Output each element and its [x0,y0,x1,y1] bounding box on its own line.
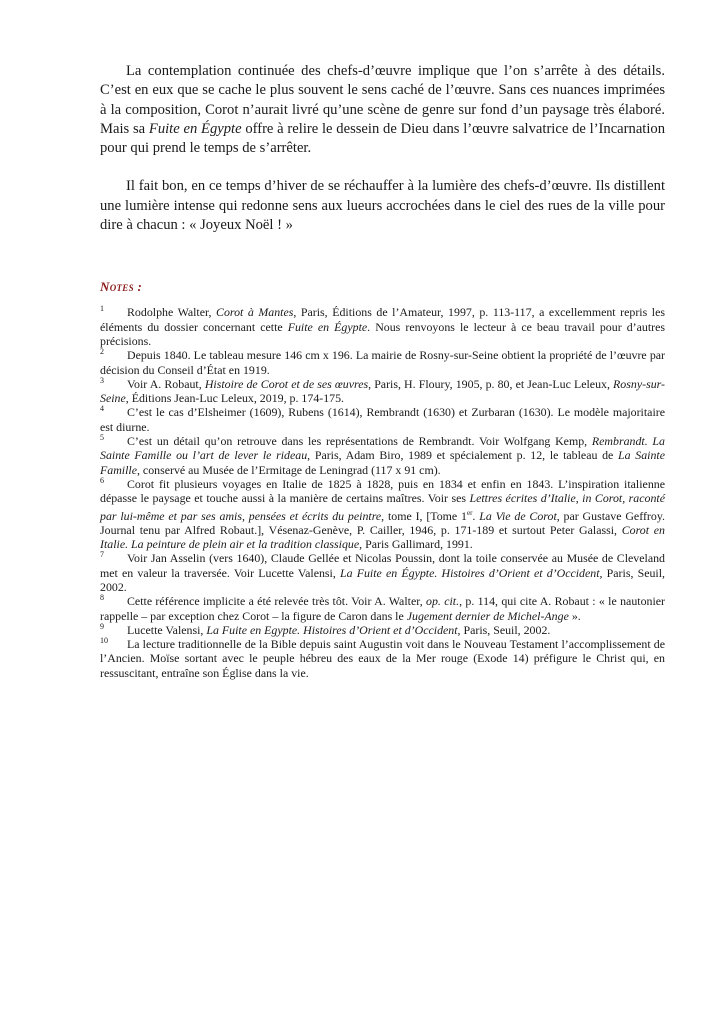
footnote [100,623,665,637]
footnote [100,594,665,623]
italic-text: Lettres écrites d’Italie [469,491,576,506]
text-run: offre à relire le dessein de Dieu dans l’œuvre salvatrice de l’Incarnation pour qui prend le temps de s’arrêter. [100,120,665,157]
footnote-number: 5 [100,433,104,443]
text-run: , conservé au Musée de l’Ermitage de Leningrad (117 x 91 cm). [136,462,441,477]
italic-text: La Fuite en Egypte. Histoires d’Orient et d’Occident [206,622,458,637]
footnote [100,434,665,477]
italic-text: Jugement dernier de Michel-Ange [406,608,569,623]
notes-heading [100,279,665,295]
footnote-number: 2 [100,347,104,357]
text-run: , Paris, Seuil, 2002. [457,622,551,637]
footnote [100,551,665,594]
text-run: La lecture traditionnelle de la Bible depuis saint Augustin voit dans le Nouveau Testament l’accomplissement de l’Ancien. Moïse sortant avec le peuple hébreu des eaux de la Mer rouge (Exode 14) préfigure le Christ qui, en ressuscitant, entraîne son Église dans la vie. [100,637,665,680]
text-run: Il fait bon, en ce temps d’hiver de se réchauffer à la lumière des chefs-d’œuvre. Ils distillent une lumière intense qui redonne sens aux lueurs accrochées dans le ciel des rues de la ville pour dire à chacun : « Joyeux Noël ! » [100,178,665,234]
italic-text: Corot à Mantes [216,305,294,320]
italic-text: Rosny-sur-Seine [100,376,665,406]
footnote-number: 9 [100,621,104,631]
footnote-number: 6 [100,475,104,485]
body-paragraph [100,62,665,158]
italic-text: Corot en Italie. La peinture de plein air et la tradition classique [100,522,665,552]
text-run: La contemplation continuée des chefs-d’œuvre implique que l’on s’arrête à des détails. C’est en eux que se cache le plus souvent le sens caché de l’œuvre. Sans ces nuances imprimées à la composition, Corot n’aurait livré qu’une scène de genre sur fond d’un paysage très élaboré. Mais sa [100,63,665,137]
text-run: Corot fit plusieurs voyages en Italie de 1825 à 1828, puis en 1834 et enfin en 1843. L’inspiration italienne dépasse le paysage et touche aussi à la manière de certains maîtres. Voir ses [100,476,665,506]
text-run: , Paris, H. Floury, 1905, p. 80, et Jean-Luc Leleux, [368,376,614,391]
italic-text: in Corot, raconté par lui-même et par ses amis, pensées et écrits du peintre [100,491,665,523]
footnote-number: 1 [100,304,104,314]
text-run: , Paris, Éditions de l’Amateur, 1997, p. 113-117, a excellemment repris les éléments du dossier concernant cette [100,305,665,334]
body-paragraph [100,177,665,235]
footnote [100,377,665,406]
text-run: C’est un détail qu’on retrouve dans les représentations de Rembrandt. Voir Wolfgang Kemp, [127,434,592,449]
text-run: er [466,508,473,517]
text-run: C’est le cas d’Elsheimer (1609), Rubens (1614), Rembrandt (1630) et Zurbaran (1630). Le modèle majoritaire est diurne. [100,405,665,434]
footnote [100,348,665,377]
notes-list [100,305,665,680]
footnote-number: 3 [100,375,104,385]
footnote-number: 4 [100,404,104,414]
document-page [100,62,665,680]
italic-text: op. cit. [426,594,460,609]
italic-text: Fuite en Égypte [148,120,242,137]
text-run: , Paris, Adam Biro, 1989 et spécialement p. 12, le tableau de [307,448,619,463]
text-run: , par Gustave Geffroy. Journal tenu par Alfred Robaut.], Vésenaz-Genève, P. Cailler, 1946, p. 171-189 et surtout Peter Galassi, [100,508,665,537]
italic-text: La Sainte Famille [100,448,665,477]
footnote-number: 7 [100,550,104,560]
notes-heading-text: Notes : [100,279,143,295]
text-run: Depuis 1840. Le tableau mesure 146 cm x 196. La mairie de Rosny-sur-Seine obtient la propriété de l’œuvre par décision du Conseil d’État en 1919. [100,348,665,377]
italic-text: Fuite en Égypte [287,319,368,334]
text-run: ». [568,608,581,623]
text-run: . [472,508,480,523]
footnote [100,305,665,348]
italic-text: La Fuite en Égypte. Histoires d’Orient et d’Occident, [340,565,603,580]
text-run: , tome I, [Tome 1 [381,508,467,523]
text-run: . Nous renvoyons le lecteur à ce beau travail pour d’autres précisions. [100,319,665,348]
footnote-number: 8 [100,593,104,603]
footnote [100,405,665,434]
body-text [100,62,665,235]
footnote [100,637,665,680]
text-run: , Éditions Jean-Luc Leleux, 2019, p. 174-175. [125,391,345,406]
text-run: Lucette Valensi, [127,622,207,637]
text-run: Voir Jan Asselin (vers 1640), Claude Gellée et Nicolas Poussin, dont la toile conservée au Musée de Cleveland met en valeur la traversée. Voir Lucette Valensi, [100,551,665,580]
italic-text: La Vie de Corot [479,508,557,523]
text-run: Voir A. Robaut, [127,376,205,391]
text-run: , Paris Gallimard, 1991. [359,537,473,552]
text-run: Cette référence implicite a été relevée très tôt. Voir A. Walter, [127,594,427,609]
text-run: Rodolphe Walter, [127,305,217,320]
text-run: , p. 114, qui cite A. Robaut : « le nautonier rappelle – par exception chez Corot – la figure de Caron dans le [100,594,666,623]
italic-text: Histoire de Corot et de ses œuvres [204,376,369,391]
footnote [100,477,665,551]
text-run: Paris, Seuil, 2002. [100,565,665,594]
footnote-number: 10 [100,636,108,646]
text-run: , [575,491,583,506]
italic-text: Rembrandt. La Sainte Famille ou l’art de lever le rideau [100,434,665,463]
